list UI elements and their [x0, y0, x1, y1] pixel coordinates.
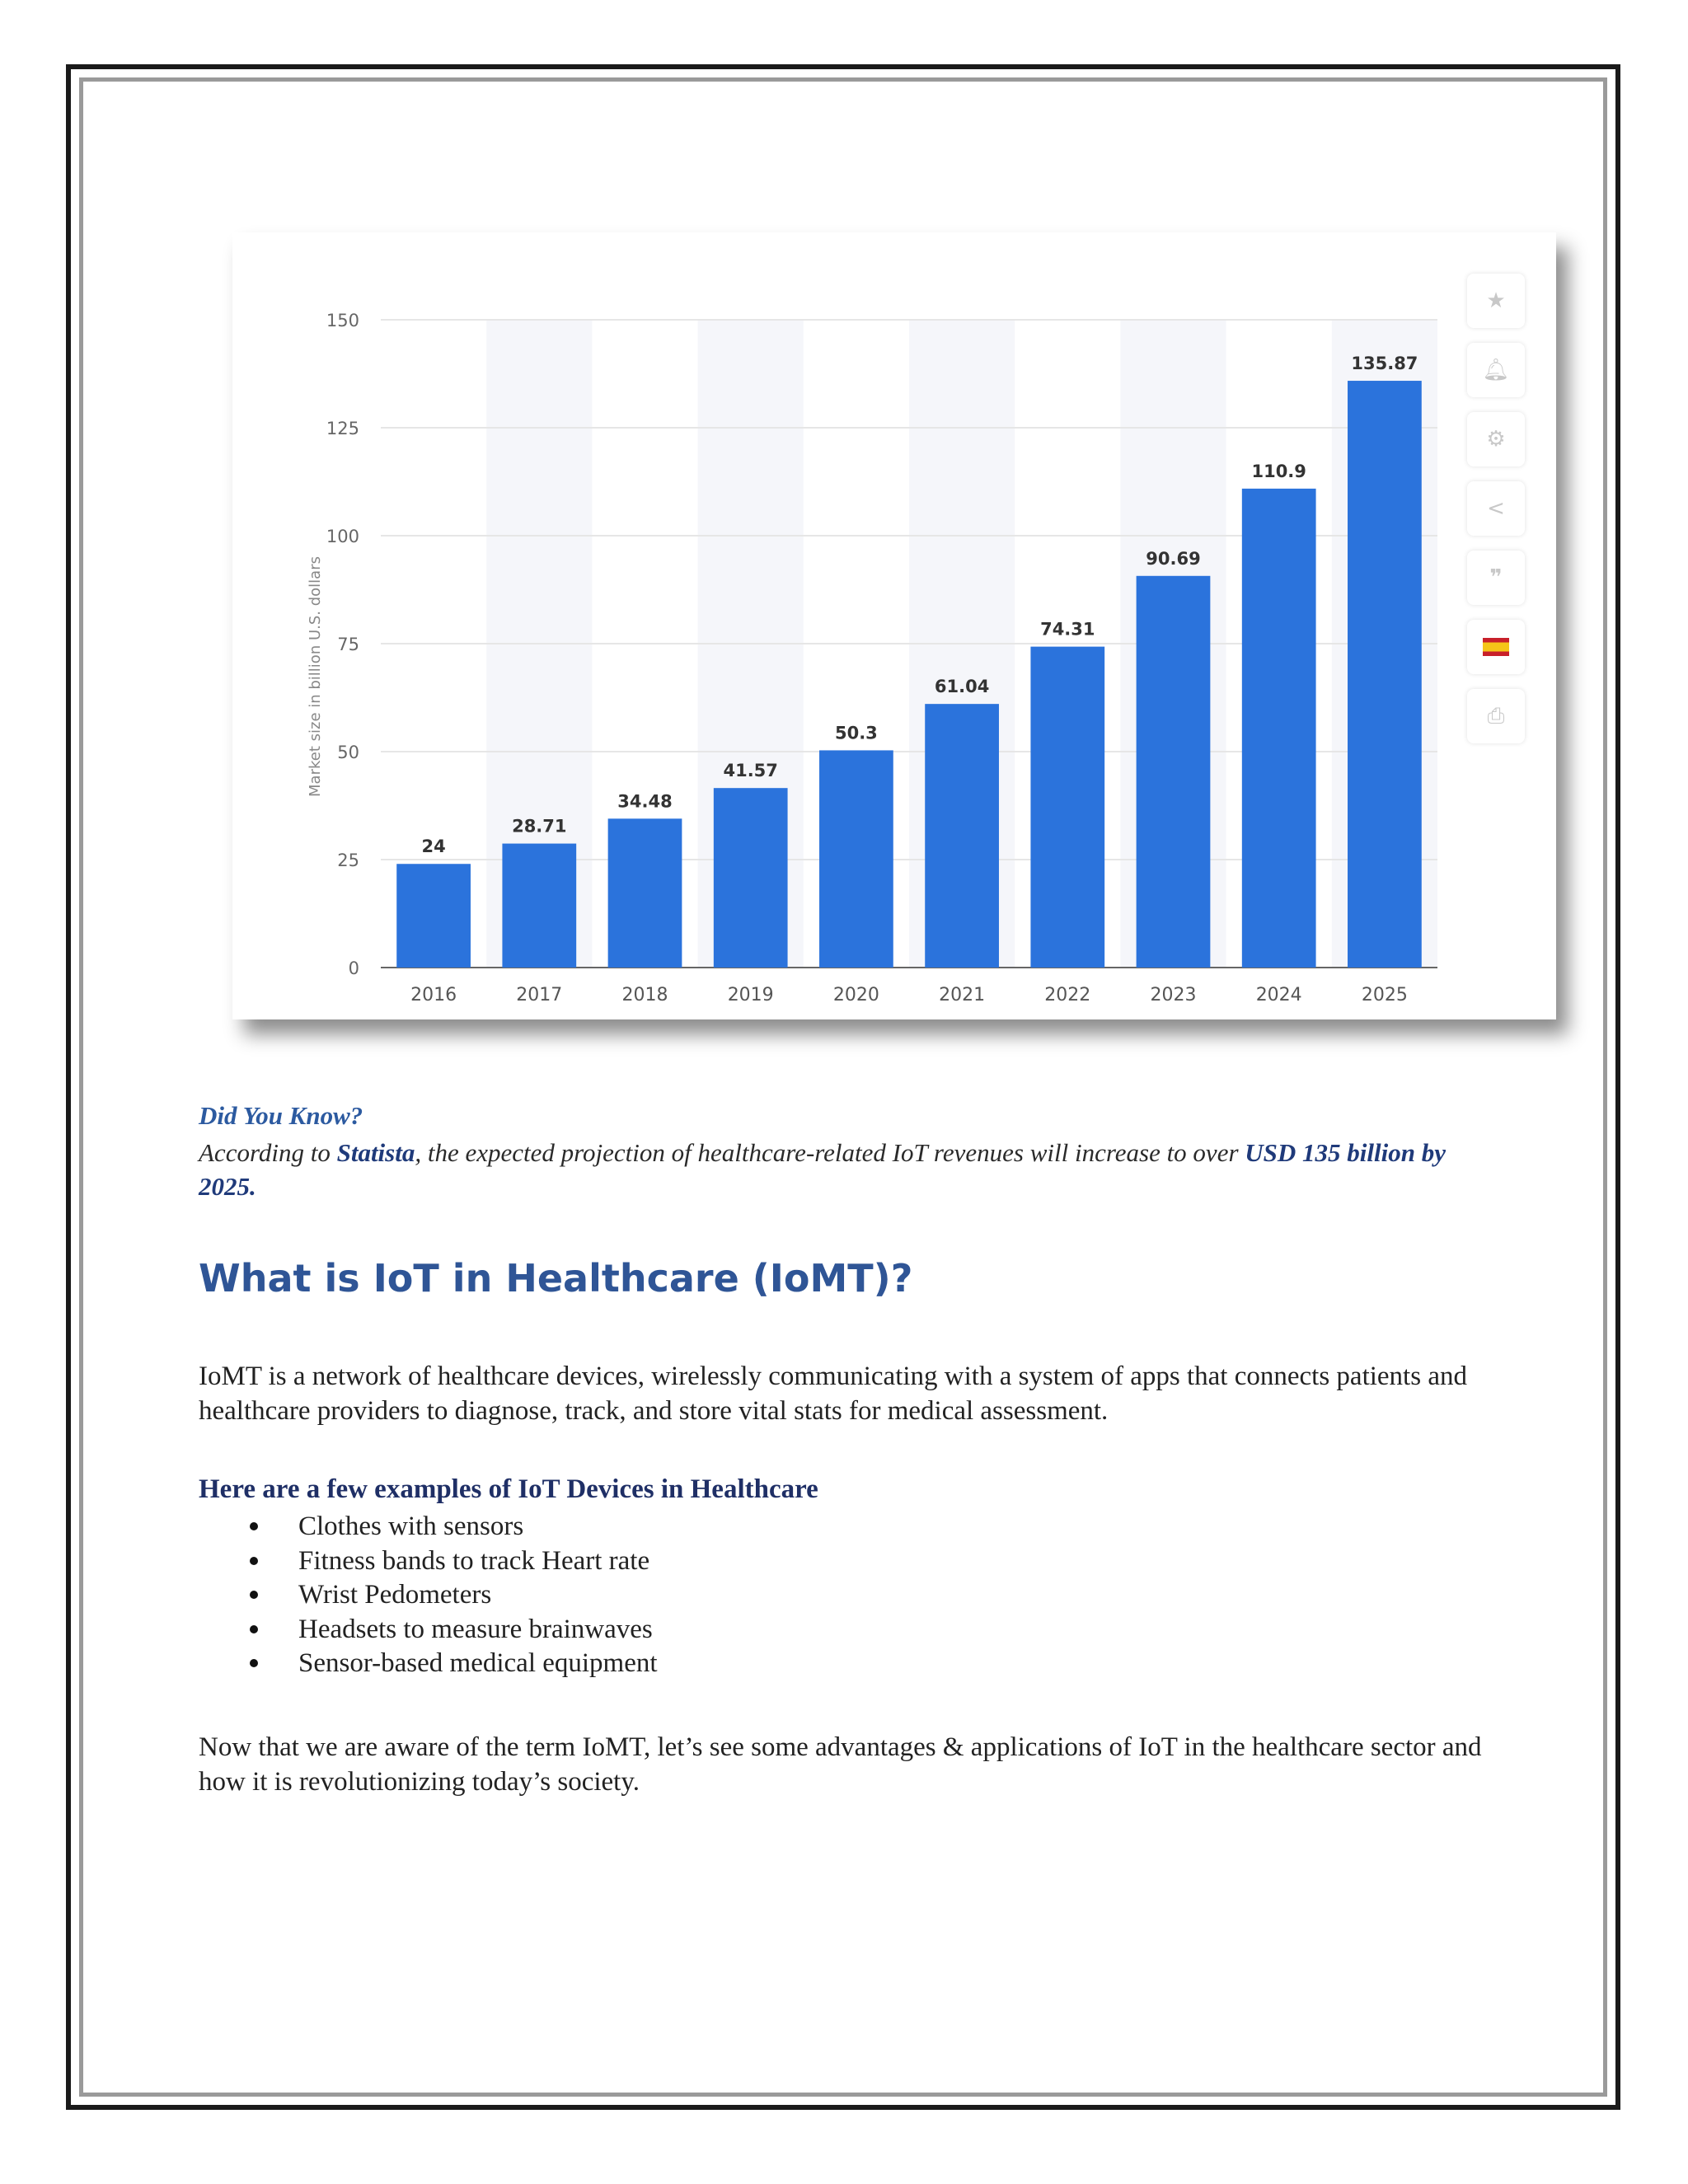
print-icon[interactable]: ⎙	[1467, 689, 1525, 743]
examples-list	[199, 1510, 658, 1681]
list-item	[199, 1544, 658, 1579]
y-tick-label: 0	[348, 958, 359, 978]
quote-icon[interactable]: ❞	[1467, 551, 1525, 605]
bell-icon[interactable]: 🔔︎	[1467, 343, 1525, 397]
bar	[608, 818, 682, 968]
bar-value-label: 74.31	[1040, 619, 1095, 640]
share-icon[interactable]: <	[1467, 481, 1525, 536]
list-item-text: Headsets to measure brainwaves	[298, 1614, 653, 1644]
list-item-text: Wrist Pedometers	[298, 1580, 492, 1610]
bar	[1030, 647, 1104, 968]
bar-value-label: 135.87	[1351, 354, 1418, 374]
bar	[1137, 576, 1211, 968]
x-tick-label: 2020	[832, 985, 879, 1005]
bar-value-label: 24	[421, 837, 446, 857]
list-item	[199, 1647, 658, 1681]
closing-paragraph: Now that we are aware of the term IoMT, let’s see some advantages & applications of IoT in the healthcare sector and how it is revolutionizing today’s society.	[199, 1732, 1482, 1797]
section-heading: What is IoT in Healthcare (IoMT)?	[199, 1256, 913, 1301]
did-you-know-text	[199, 1136, 1484, 1203]
bar	[925, 704, 999, 968]
y-axis-label: Market size in billion U.S. dollars	[307, 556, 324, 797]
bar	[714, 788, 788, 968]
list-item	[199, 1613, 658, 1647]
y-tick-label: 50	[337, 743, 359, 762]
bar-value-label: 28.71	[512, 816, 567, 837]
statista-source: Statista	[336, 1138, 415, 1167]
y-tick-label: 75	[337, 635, 359, 654]
x-tick-label: 2025	[1361, 985, 1408, 1005]
bar-value-label: 61.04	[934, 677, 990, 697]
x-tick-label: 2018	[621, 985, 668, 1005]
bar	[1242, 489, 1316, 968]
did-you-know-middle: , the expected projection of healthcare-related IoT revenues will increase to over	[415, 1138, 1245, 1167]
bar	[502, 844, 576, 968]
bar-value-label: 50.3	[834, 723, 878, 743]
bar-value-label: 34.48	[617, 791, 673, 812]
star-icon[interactable]: ★	[1467, 274, 1525, 328]
chart-card	[232, 232, 1556, 1019]
bullet	[250, 1591, 258, 1599]
bar-value-label: 90.69	[1146, 548, 1201, 569]
bullet	[250, 1557, 258, 1565]
examples-heading: Here are a few examples of IoT Devices in Healthcare	[199, 1474, 818, 1504]
did-you-know-title: Did You Know?	[199, 1101, 363, 1130]
y-tick-label: 125	[326, 419, 359, 438]
y-tick-label: 25	[337, 851, 359, 870]
did-you-know-lead: According to	[199, 1138, 337, 1167]
bar-value-label: 41.57	[723, 761, 778, 781]
y-tick-label: 150	[326, 311, 359, 330]
gear-icon[interactable]: ⚙	[1467, 412, 1525, 466]
bar	[396, 864, 471, 968]
revenue-highlight: USD 135 billion by 2025.	[199, 1138, 1446, 1201]
list-item-text: Fitness bands to track Heart rate	[298, 1545, 650, 1576]
x-tick-label: 2017	[516, 985, 563, 1005]
bar-value-label: 110.9	[1251, 461, 1306, 481]
x-tick-label: 2016	[410, 985, 457, 1005]
bar	[819, 750, 893, 968]
list-item	[199, 1578, 658, 1613]
y-tick-label: 100	[326, 527, 359, 546]
iomt-definition: IoMT is a network of healthcare devices, wirelessly communicating with a system of apps that connects patients and healthcare providers to diagnose, track, and store vital stats for medical assessment.	[199, 1361, 1467, 1426]
list-item-text: Clothes with sensors	[298, 1511, 524, 1541]
x-tick-label: 2022	[1044, 985, 1091, 1005]
x-tick-label: 2023	[1150, 985, 1197, 1005]
x-tick-label: 2021	[939, 985, 986, 1005]
bar	[1348, 381, 1422, 968]
flag-icon[interactable]	[1467, 620, 1525, 674]
bullet	[250, 1522, 258, 1530]
bar-chart	[232, 232, 1556, 1019]
bullet	[250, 1659, 258, 1667]
bullet	[250, 1625, 258, 1633]
x-tick-label: 2019	[727, 985, 774, 1005]
list-item	[199, 1510, 658, 1544]
x-tick-label: 2024	[1255, 985, 1302, 1005]
list-item-text: Sensor-based medical equipment	[298, 1648, 658, 1678]
